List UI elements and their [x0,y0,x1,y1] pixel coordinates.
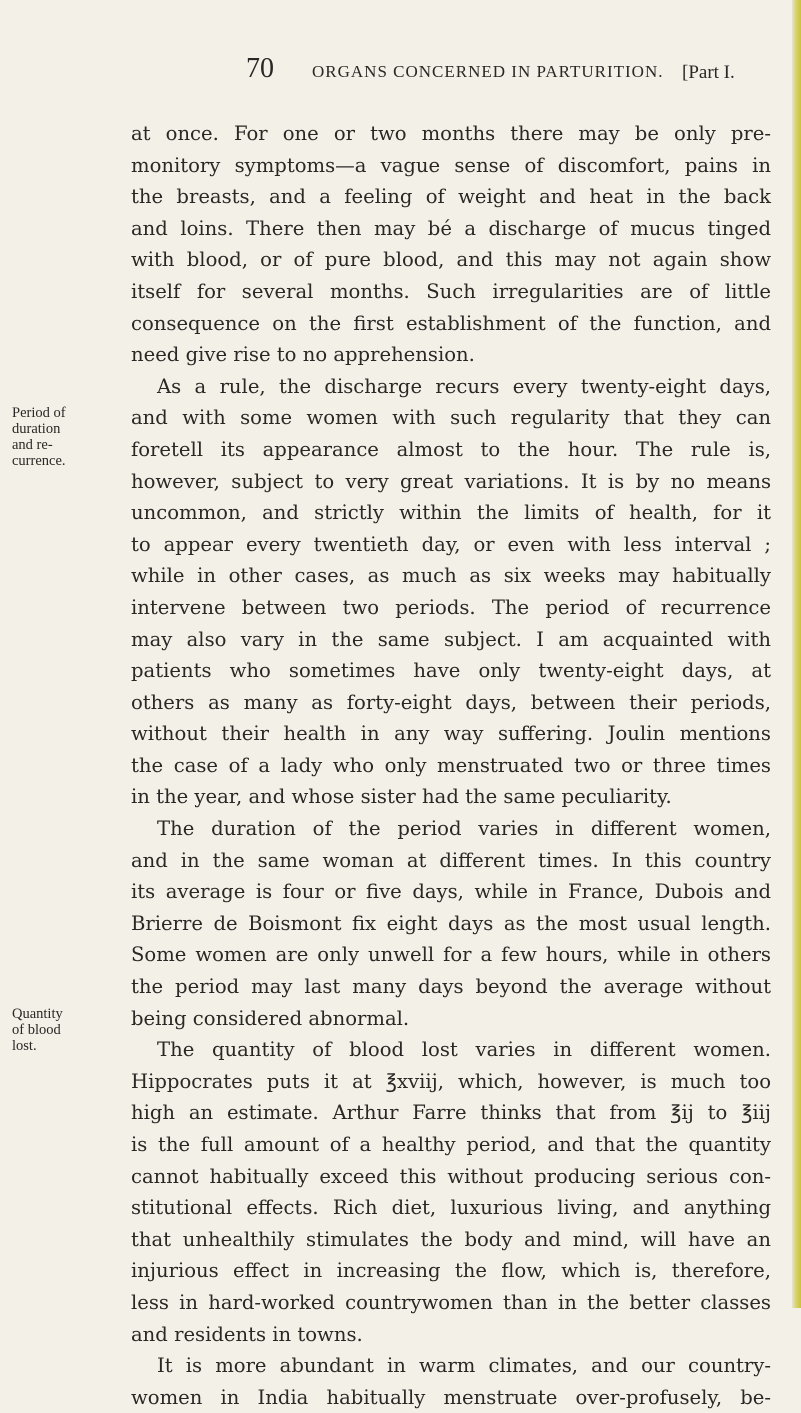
text-line: stitutional effects. Rich diet, luxurious living, and anything [131,1196,771,1220]
text-line: at once. For one or two months there may be only pre- [131,122,771,145]
text-line: monitory symptoms—a vague sense of discomfort, pains in [131,153,771,177]
text-line: women in India habitually menstruate over-profusely, be- [131,1385,771,1409]
running-title: ORGANS CONCERNED IN PARTURITION. [312,62,664,81]
sidenote-line: duration [12,421,61,437]
text-line: being considered abnormal. [131,1006,410,1030]
sidenote-line: Period of [12,405,66,421]
text-line: foretell its appearance almost to the hour. The rule is, [131,437,771,461]
sidenote-line: and re- [12,437,53,453]
text-line: its average is four or five days, while in France, Dubois and [131,880,771,904]
text-line: with blood, or of pure blood, and this may not again show [131,248,771,272]
text-line: injurious effect in increasing the flow, which is, therefore, [131,1259,771,1283]
text-line: and residents in towns. [131,1322,363,1346]
text-line: that unhealthily stimulates the body and mind, will have an [131,1227,771,1251]
text-line: It is more abundant in warm climates, and our country- [157,1354,771,1378]
text-line: is the full amount of a healthy period, and that the quantity [131,1133,771,1156]
text-line: while in other cases, as much as six weeks may habitually [131,564,771,588]
text-line: itself for several months. Such irregularities are of little [131,279,771,303]
page-edge [792,0,801,1308]
text-line: As a rule, the discharge recurs every twenty-eight days, [157,374,771,398]
text-line: The duration of the period varies in different women, [157,817,771,841]
text-line: to appear every twentieth day, or even with less interval ; [131,532,771,556]
text-line: however, subject to very great variations. It is by no means [131,469,771,493]
page-number: 70 [246,53,274,84]
sidenote-period-duration [12,405,124,469]
text-line: and in the same woman at different times. In this country [131,848,771,872]
body-text [131,118,771,1413]
text-line: Hippocrates puts it at ℥xviij, which, however, is much too [131,1069,771,1093]
text-line: cannot habitually exceed this without producing serious con- [131,1164,771,1188]
sidenote-line: Quantity [12,1006,63,1022]
sidenote-line: currence. [12,453,66,469]
text-line: without their health in any way suffering. Joulin mentions [131,722,771,746]
text-line: need give rise to no apprehension. [131,343,475,367]
text-line: The quantity of blood lost varies in different women. [157,1038,771,1062]
text-line: uncommon, and strictly within the limits of health, for it [131,501,771,525]
sidenote-line: of blood [12,1022,61,1038]
text-line: intervene between two periods. The period of recurrence [131,595,771,619]
text-line: others as many as forty-eight days, between their periods, [131,690,771,714]
text-line: and with some women with such regularity that they can [131,406,771,430]
text-line: Brierre de Boismont fix eight days as the most usual length. [131,911,771,935]
text-line: the period may last many days beyond the average without [131,975,771,999]
text-line: less in hard-worked countrywomen than in the better classes [131,1290,771,1314]
text-line: in the year, and whose sister had the same peculiarity. [131,785,672,809]
page-header [246,54,776,84]
sidenote-line: lost. [12,1038,37,1054]
sidenote-quantity-blood [12,1006,124,1054]
text-line: high an estimate. Arthur Farre thinks that from ℥ij to ℥iij [131,1101,771,1125]
text-line: and loins. There then may bé a discharge of mucus tinged [131,216,771,240]
text-line: the case of a lady who only menstruated two or three times [131,753,771,777]
text-line: consequence on the first establishment of the function, and [131,311,771,335]
text-line: Some women are only unwell for a few hours, while in others [131,943,771,967]
part-label: [Part I. [682,62,735,83]
text-line: the breasts, and a feeling of weight and heat in the back [131,185,771,209]
text-line: patients who sometimes have only twenty-eight days, at [131,659,771,683]
text-line: may also vary in the same subject. I am acquainted with [131,627,771,651]
